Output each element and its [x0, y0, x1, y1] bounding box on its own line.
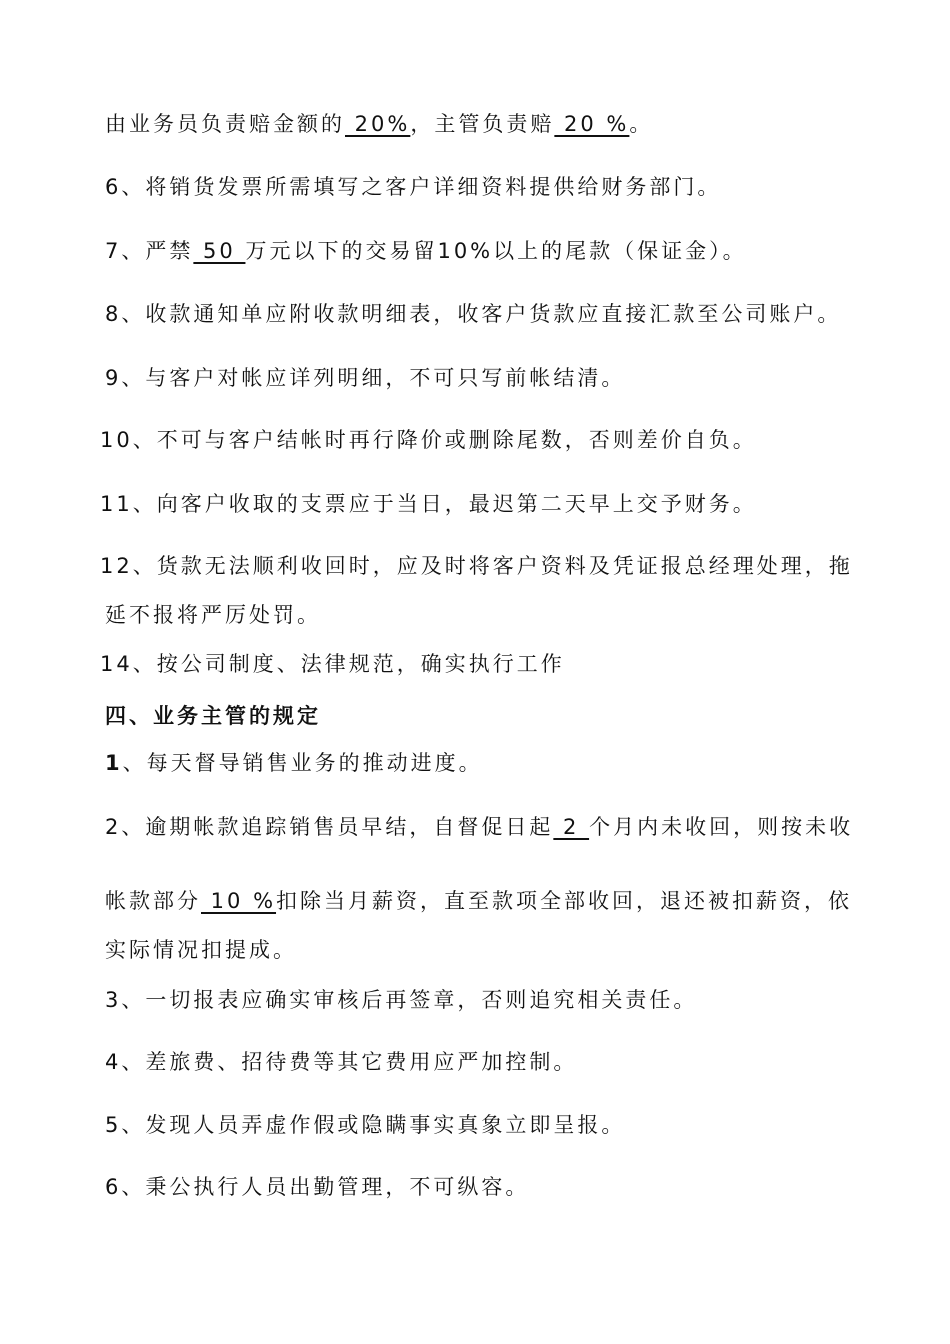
section-heading: 四、业务主管的规定 — [105, 704, 321, 728]
list-item: 8、收款通知单应附收款明细表，收客户货款应直接汇款至公司账户。 — [105, 302, 842, 326]
underlined-value: 20% — [345, 112, 411, 136]
underlined-value: 10 % — [201, 889, 277, 913]
list-item: 3、一切报表应确实审核后再签章，否则追究相关责任。 — [105, 988, 698, 1012]
list-item: 6、秉公执行人员出勤管理，不可纵容。 — [105, 1175, 530, 1199]
text-run: 个月内未收回，则按未收 — [589, 815, 854, 839]
list-item: 14、按公司制度、法律规范，确实执行工作 — [100, 652, 565, 676]
text-run: 、每天督导销售业务的推动进度。 — [122, 751, 483, 775]
underlined-value: 20 % — [554, 112, 630, 136]
list-item: 10、不可与客户结帐时再行降价或删除尾数，否则差价自负。 — [100, 428, 757, 452]
list-item-continuation: 实际情况扣提成。 — [105, 938, 297, 962]
text-run: 2、逾期帐款追踪销售员早结，自督促日起 — [105, 815, 554, 839]
list-item: 12、货款无法顺利收回时，应及时将客户资料及凭证报总经理处理，拖 — [100, 554, 853, 578]
underlined-value: 50 — [193, 239, 246, 263]
text-run: 万元以下的交易留10%以上的尾款（保证金）。 — [245, 239, 747, 263]
underlined-value: 2 — [553, 815, 590, 839]
list-item: 9、与客户对帐应详列明细，不可只写前帐结清。 — [105, 366, 626, 390]
list-item — [105, 236, 747, 266]
text-run: 帐款部分 — [105, 889, 201, 913]
text-run: 由业务员负责赔金额的 — [105, 112, 345, 136]
list-item: 5、发现人员弄虚作假或隐瞒事实真象立即呈报。 — [105, 1113, 626, 1137]
list-item — [105, 748, 483, 778]
list-item-continuation — [105, 886, 852, 916]
text-run: ，主管负责赔 — [410, 112, 555, 136]
text-run: 7、严禁 — [105, 239, 194, 263]
list-item-continuation: 延不报将严厉处罚。 — [105, 603, 321, 627]
list-item: 6、将销货发票所需填写之客户详细资料提供给财务部门。 — [105, 175, 722, 199]
list-item: 11、向客户收取的支票应于当日，最迟第二天早上交予财务。 — [100, 492, 757, 516]
item-number: 1 — [105, 751, 123, 775]
paragraph-line — [105, 109, 653, 139]
text-run: 扣除当月薪资，直至款项全部收回，退还被扣薪资，依 — [276, 889, 853, 913]
list-item — [105, 812, 853, 842]
text-run: 。 — [629, 112, 654, 136]
list-item: 4、差旅费、招待费等其它费用应严加控制。 — [105, 1050, 578, 1074]
